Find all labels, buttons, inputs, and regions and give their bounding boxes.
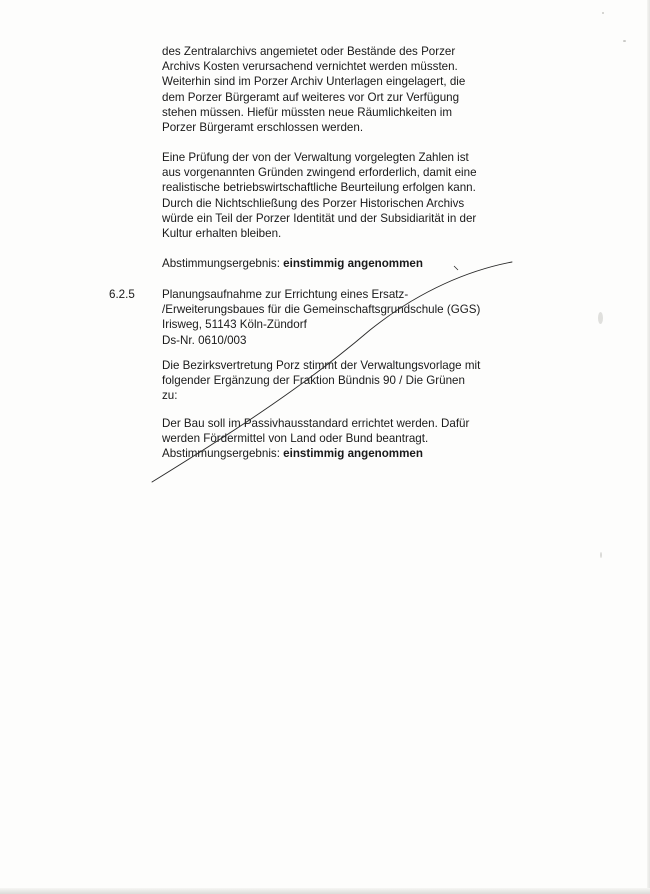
scan-speck [598, 312, 603, 324]
text-line: werden Fördermittel von Land oder Bund beantragt. [162, 432, 429, 446]
text-line: stehen müssen. Hiefür müssten neue Räumlichkeiten im [162, 105, 452, 119]
scan-speck [623, 40, 626, 42]
text-line: /Erweiterungsbaues für die Gemeinschaftsgrundschule (GGS) [162, 303, 481, 317]
text-line: des Zentralarchivs angemietet oder Bestände des Porzer [162, 45, 456, 58]
text-line: Eine Prüfung der von der Verwaltung vorgelegten Zahlen ist [162, 151, 469, 164]
text-line: Planungsaufnahme zur Errichtung eines Ersatz- [162, 288, 409, 301]
text-line: Kultur erhalten bleiben. [162, 227, 282, 241]
scan-speck [600, 552, 602, 558]
text-line: Irisweg, 51143 Köln-Zündorf [162, 318, 307, 332]
text-line: Der Bau soll im Passivhausstandard errichtet werden. Dafür [162, 417, 470, 430]
scan-edge [0, 888, 650, 894]
text-line: Ds-Nr. 0610/003 [162, 333, 247, 347]
text-line: Porzer Bürgeramt erschlossen werden. [162, 121, 364, 135]
amendment-text [162, 416, 542, 462]
text-line: dem Porzer Bürgeramt auf weiteres vor Ort zur Verfügung [162, 90, 460, 104]
text-line: Weiterhin sind im Porzer Archiv Unterlagen eingelagert, die [162, 75, 466, 89]
vote-label: Abstimmungsergebnis: [162, 447, 284, 461]
resolution-text [162, 358, 542, 404]
vote-result: einstimmig angenommen [283, 447, 423, 461]
text-line: realistische betriebswirtschaftliche Beurteilung erfolgen kann. [162, 181, 476, 195]
agenda-item-number: 6.2.5 [109, 288, 135, 301]
agenda-item-title [162, 287, 542, 348]
text-line: würde ein Teil der Porzer Identität und der Subsidiarität in der [162, 211, 477, 225]
text-line: Die Bezirksvertretung Porz stimmt der Verwaltungsvorlage mit [162, 359, 481, 372]
text-line: folgender Ergänzung der Fraktion Bündnis 90 / Die Grünen [162, 374, 465, 388]
text-line: Archivs Kosten verursachend vernichtet werden müssten. [162, 60, 458, 74]
text-line: zu: [162, 389, 178, 403]
paragraph-archive-costs [162, 44, 542, 135]
text-line: Durch die Nichtschließung des Porzer Historischen Archivs [162, 196, 465, 210]
scan-speck [602, 12, 604, 14]
vote-result-1 [162, 256, 542, 271]
paragraph-review-figures [162, 150, 542, 241]
vote-label: Abstimmungsergebnis: [162, 257, 284, 270]
text-line: aus vorgenannten Gründen zwingend erforderlich, damit eine [162, 166, 477, 180]
vote-result: einstimmig angenommen [283, 257, 423, 270]
